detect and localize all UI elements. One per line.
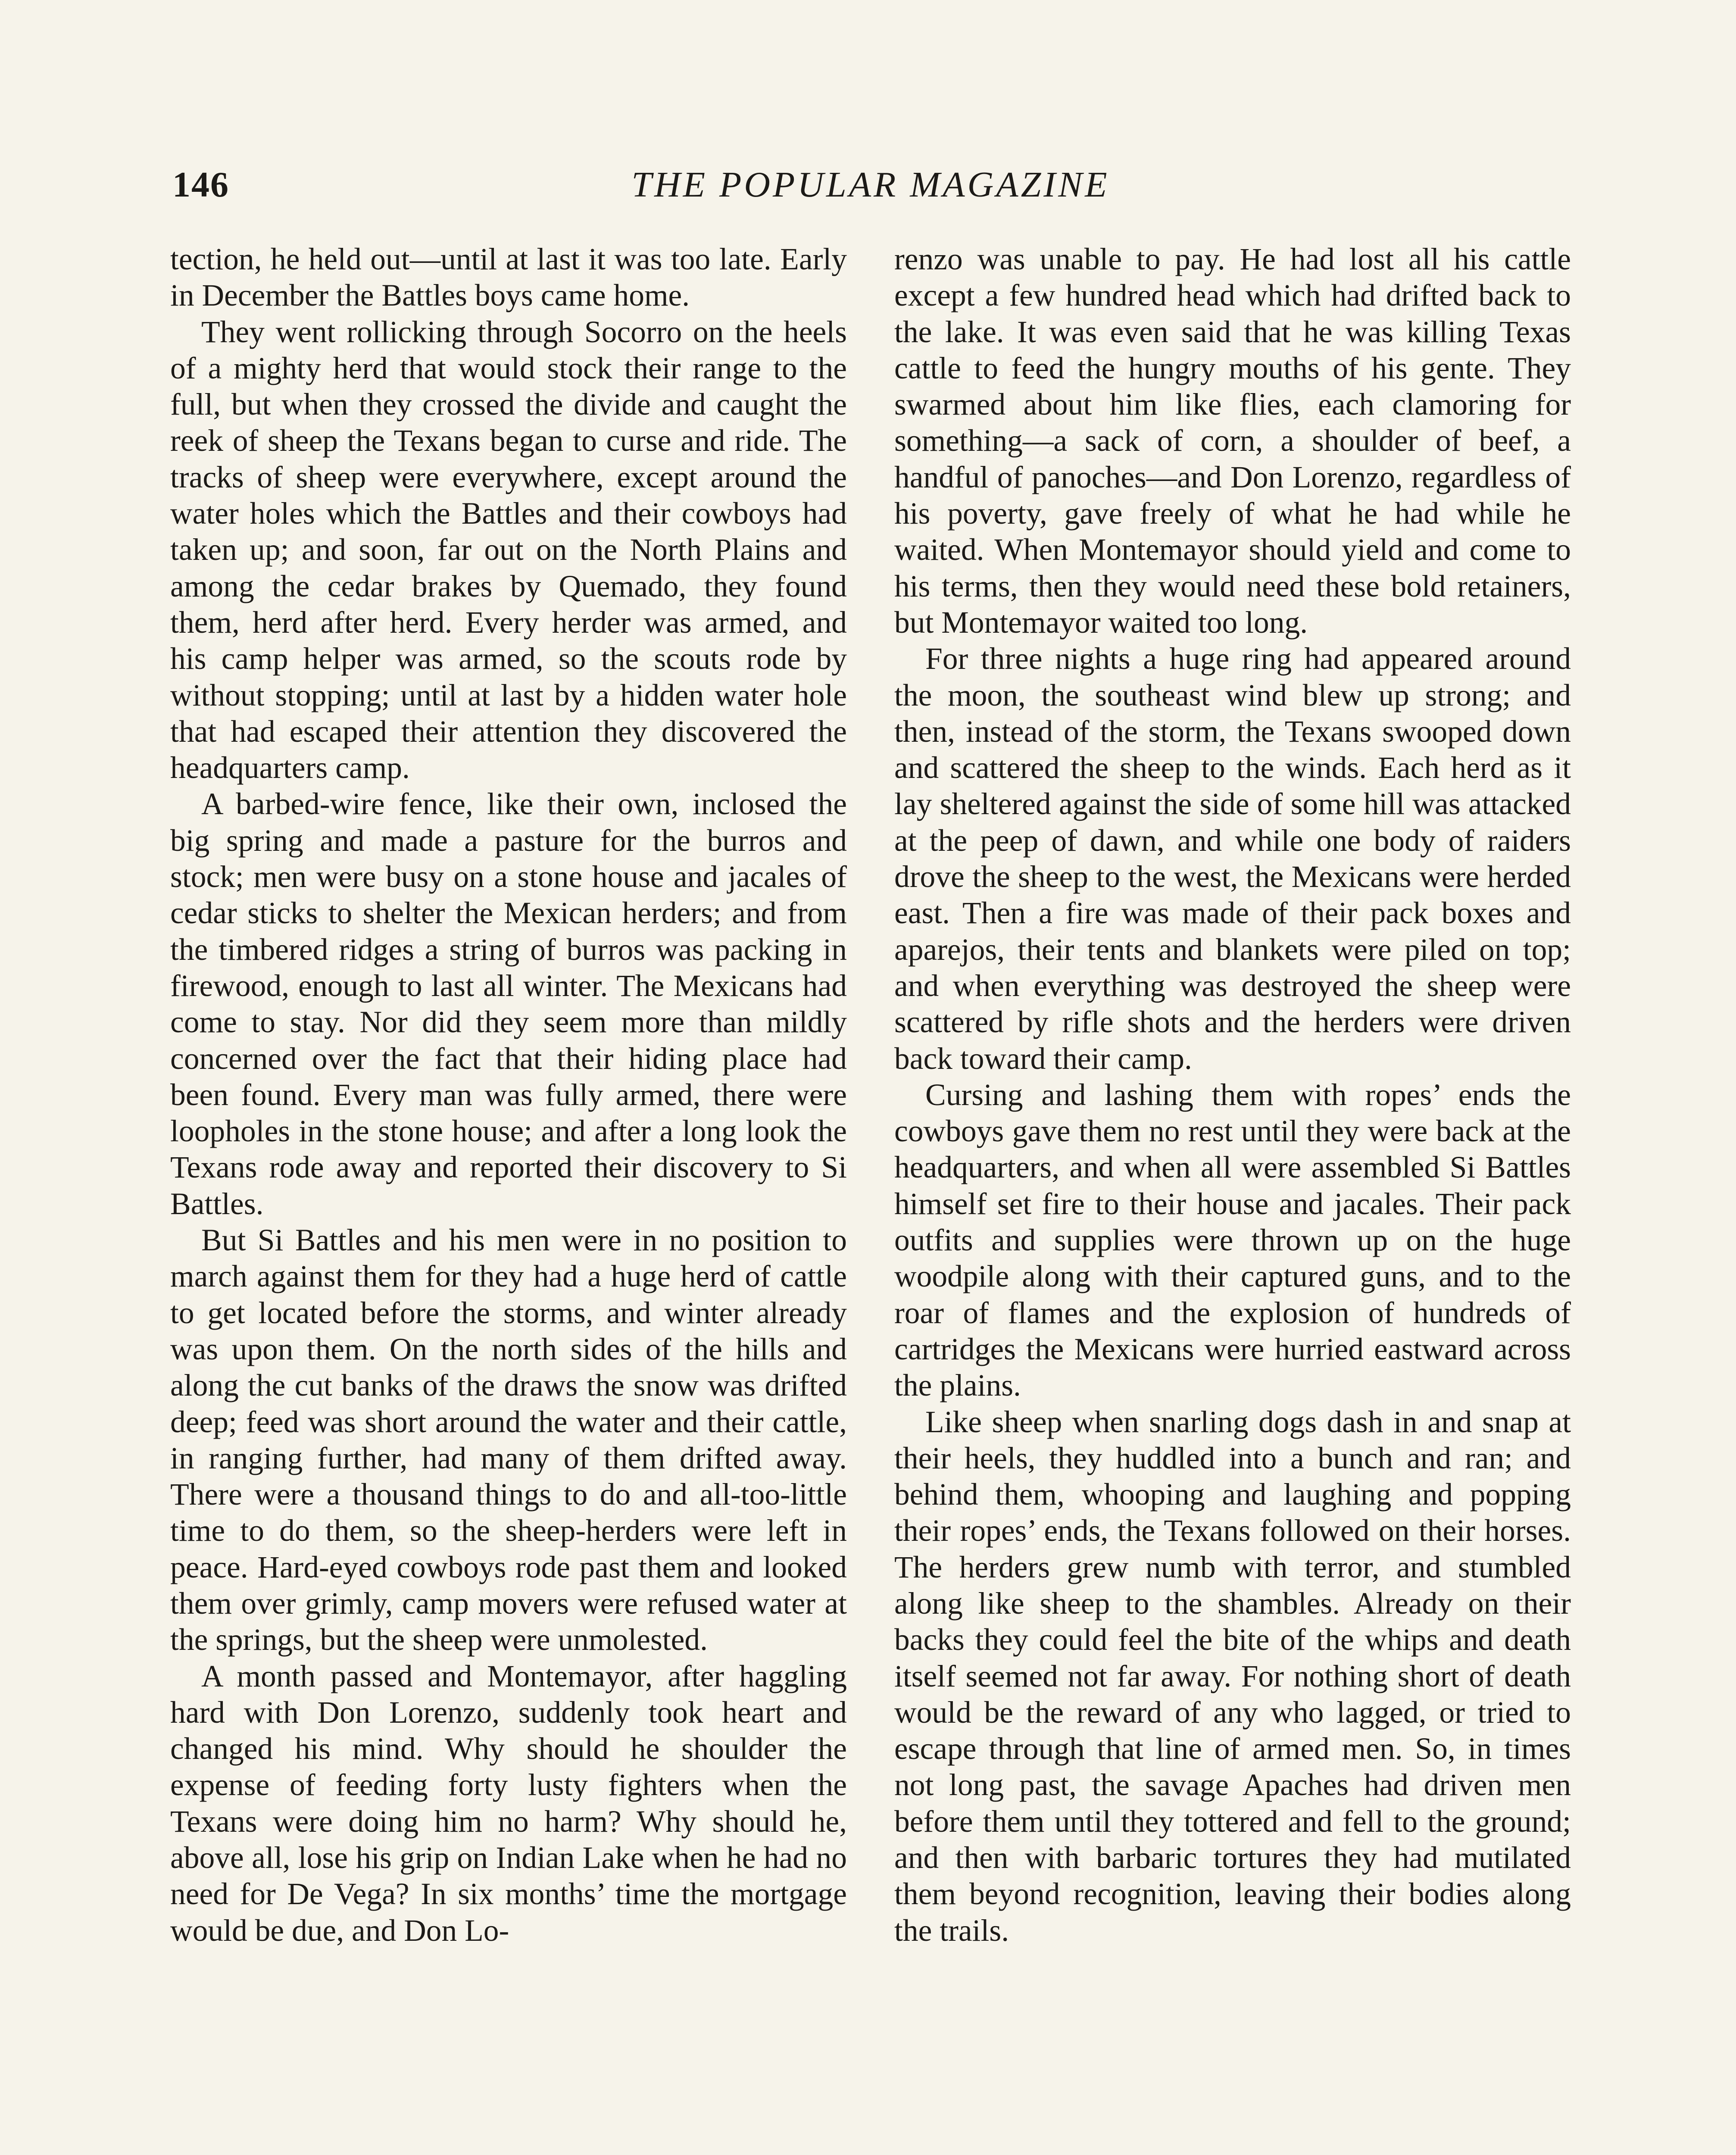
page-header xyxy=(172,155,1569,220)
paragraph: Cursing and lashing them with ropes’ ends the cowboys gave them no rest until they were back at the headquarters, and when all were assembled Si Battles himself set fire to their house and jacales. Their pack outfits and supplies were thrown up on the huge woodpile along with their captured guns, and to the roar of flames and the explosion of hundreds of cartridges the Mexicans were hurried eastward across the plains. xyxy=(894,1078,1571,1403)
running-title: THE POPULAR MAGAZINE xyxy=(631,165,1110,205)
paragraph: Like sheep when snarling dogs dash in and snap at their heels, they huddled into a bunch and ran; and behind them, whooping and laughing and popping their ropes’ ends, the Texans followed on their horses. The herders grew numb with terror, and stumbled along like sheep to the shambles. Already on their backs they could feel the bite of the whips and death itself seemed not far away. For nothing short of death would be the reward of any who lagged, or tried to escape through that line of armed men. So, in times not long past, the savage Apaches had driven men before them until they tottered and fell to the ground; and then with barbaric tortures they had mutilated them beyond recognition, leaving their bodies along the trails. xyxy=(894,1405,1571,1948)
paragraph: They went rollicking through Socorro on the heels of a mighty herd that would stock their range to the full, but when they crossed the divide and caught the reek of sheep the Texans began to curse and ride. The tracks of sheep were everywhere, except around the water holes which the Battles and their cowboys had taken up; and soon, far out on the North Plains and among the cedar brakes by Quemado, they found them, herd after herd. Every herder was armed, and his camp helper was armed, so the scouts rode by without stopping; until at last by a hidden water hole that had escaped their attention they discovered the headquarters camp. xyxy=(170,315,847,785)
paragraph: For three nights a huge ring had appeared around the moon, the southeast wind blew up strong; and then, instead of the storm, the Texans swooped down and scattered the sheep to the winds. Each herd as it lay sheltered against the side of some hill was attacked at the peep of dawn, and while one body of raiders drove the sheep to the west, the Mexicans were herded east. Then a fire was made of their pack boxes and aparejos, their tents and blankets were piled on top; and when everything was destroyed the sheep were scattered by rifle shots and the herders were driven back toward their camp. xyxy=(894,642,1571,1076)
paragraph: But Si Battles and his men were in no position to march against them for they had a huge herd of cattle to get located before the storms, and winter already was upon them. On the north sides of the hills and along the cut banks of the draws the snow was drifted deep; feed was short around the water and their cattle, in ranging further, had many of them drifted away. There were a thousand things to do and all-too-little time to do them, so the sheep-herders were left in peace. Hard-eyed cowboys rode past them and looked them over grimly, camp movers were refused water at the springs, but the sheep were unmolested. xyxy=(170,1223,847,1657)
paragraph: renzo was unable to pay. He had lost all his cattle except a few hundred head which had drifted back to the lake. It was even said that he was killing Texas cattle to feed the hungry mouths of his gente. They swarmed about him like flies, each clamoring for something—a sack of corn, a shoulder of beef, a handful of panoches—and Don Lorenzo, regardless of his poverty, gave freely of what he had while he waited. When Montemayor should yield and come to his terms, then they would need these bold retainers, but Montemayor waited too long. xyxy=(894,242,1571,640)
left-column xyxy=(170,241,847,1949)
right-column xyxy=(894,241,1571,1949)
paragraph: tection, he held out—until at last it was too late. Early in December the Battles boys came home. xyxy=(170,242,847,313)
article-body xyxy=(170,241,1571,1949)
page-number: 146 xyxy=(172,165,229,205)
paragraph: A month passed and Montemayor, after haggling hard with Don Lorenzo, suddenly took heart and changed his mind. Why should he shoulder the expense of feeding forty lusty fighters when the Texans were doing him no harm? Why should he, above all, lose his grip on Indian Lake when he had no need for De Vega? In six months’ time the mortgage would be due, and Don Lo- xyxy=(170,1659,847,1948)
paragraph: A barbed-wire fence, like their own, inclosed the big spring and made a pasture for the burros and stock; men were busy on a stone house and jacales of cedar sticks to shelter the Mexican herders; and from the timbered ridges a string of burros was packing in firewood, enough to last all winter. The Mexicans had come to stay. Nor did they seem more than mildly concerned over the fact that their hiding place had been found. Every man was fully armed, there were loopholes in the stone house; and after a long look the Texans rode away and reported their discovery to Si Battles. xyxy=(170,787,847,1221)
